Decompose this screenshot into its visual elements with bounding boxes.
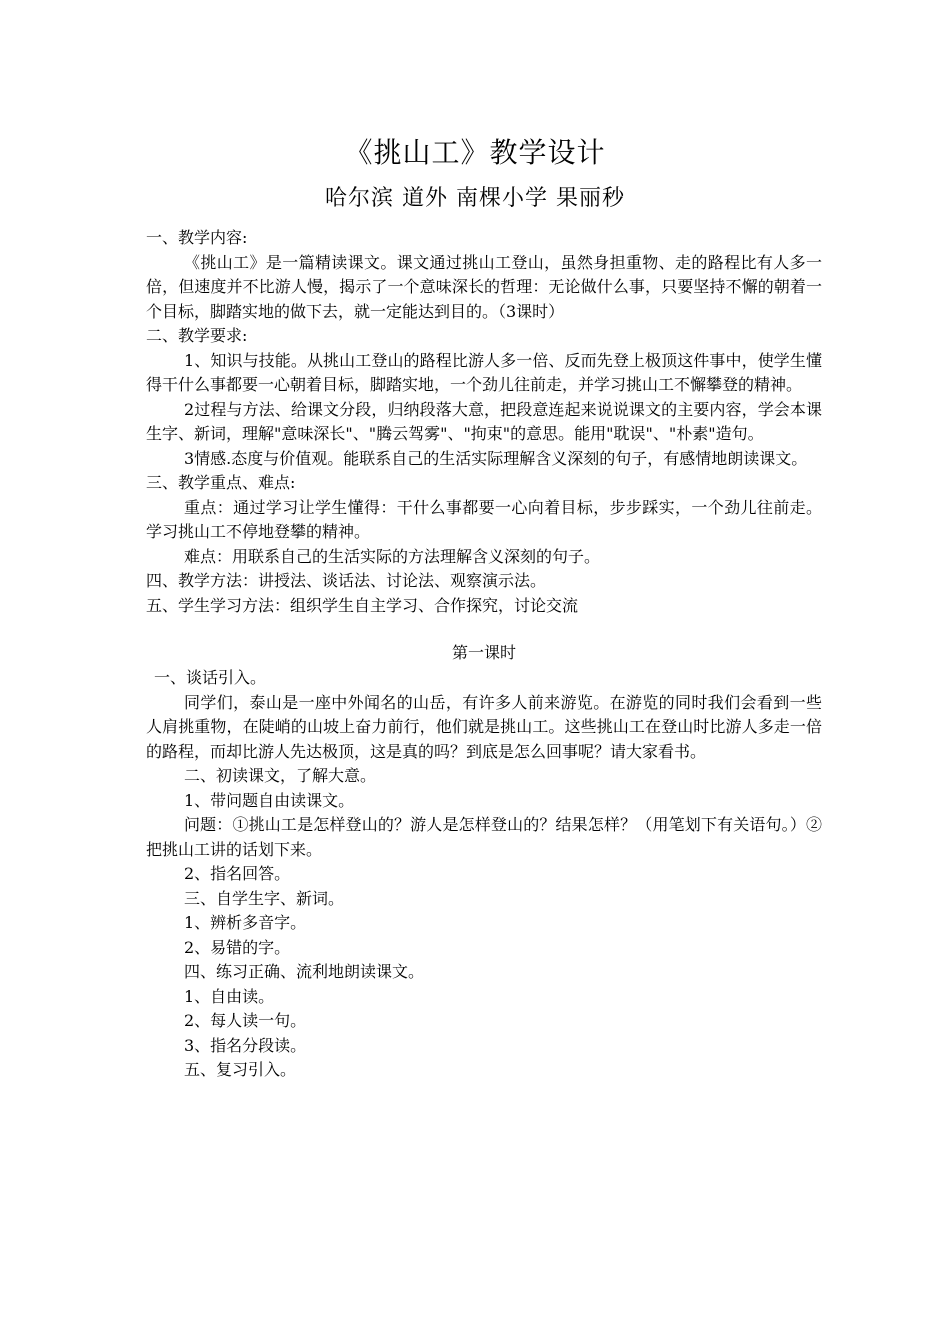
key-point-paragraph: 重点：通过学习让学生懂得：干什么事都要一心向着目标，步步踩实，一个劲儿往前走。学习挑山工不停地登攀的精神。 (146, 497, 822, 541)
lesson-step-5: 五、复习引入。 (184, 1060, 297, 1079)
lesson-step-4-3: 3、指名分段读。 (184, 1035, 307, 1055)
section-heading-requirements: 二、教学要求: (146, 326, 248, 345)
difficulty-paragraph: 难点：用联系自己的生活实际的方法理解含义深刻的句子。 (184, 546, 601, 566)
lesson-step-2-1: 1、带问题自由读课文。 (184, 790, 355, 810)
lesson-step-4-2: 2、每人读一句。 (184, 1011, 307, 1030)
lesson-step-intro-heading: 一、谈话引入。 (154, 668, 267, 687)
teaching-methods-line: 四、教学方法：讲授法、谈话法、讨论法、观察演示法。 (146, 571, 547, 590)
lesson-questions: 问题：①挑山工是怎样登山的？游人是怎样登山的？结果怎样？（用笔划下有关语句。）②把挑山工讲的话划下来。 (146, 815, 822, 859)
lesson-step-2-2: 2、指名回答。 (184, 864, 291, 883)
lesson-step-3-2: 2、易错的字。 (184, 937, 291, 957)
lesson-step-4: 四、练习正确、流利地朗读课文。 (184, 962, 425, 981)
content-paragraph: 《挑山工》是一篇精读课文。课文通过挑山工登山，虽然身担重物、走的路程比有人多一倍，但速度并不比游人慢，揭示了一个意味深长的哲理：无论做什么事，只要坚持不懈的朝着一个目标，脚踏实地的做下去，就一定能达到目的。（3课时） (146, 252, 822, 321)
learning-methods-line: 五、学生学习方法：组织学生自主学习、合作探究，讨论交流 (146, 595, 579, 615)
author-line: 哈尔滨 道外 南棵小学 果丽秒 (325, 186, 625, 211)
lesson-step-2: 二、初读课文，了解大意。 (184, 766, 377, 785)
lesson-step-3-1: 1、辨析多音字。 (184, 913, 307, 932)
lesson-step-3: 三、自学生字、新词。 (184, 888, 345, 908)
requirement-item-1: 1、知识与技能。从挑山工登山的路程比游人多一倍、反而先登上极顶这件事中，使学生懂得干什么事都要一心朝着目标，脚踏实地，一个劲儿往前走，并学习挑山工不懈攀登的精神。 (146, 350, 822, 394)
section-heading-key-points: 三、教学重点、难点: (146, 473, 296, 492)
requirement-item-2: 2过程与方法、给课文分段，归纳段落大意，把段意连起来说说课文的主要内容，学会本课生字、新词，理解"意味深长"、"腾云驾雾"、"拘束"的意思。能用"耽误"、"朴素"造句。 (146, 399, 822, 443)
section-heading-content: 一、教学内容: (146, 228, 248, 247)
lesson-step-4-1: 1、自由读。 (184, 986, 275, 1006)
document-title: 《挑山工》教学设计 (344, 136, 606, 169)
document-body (146, 226, 822, 1083)
lesson-intro-paragraph: 同学们，泰山是一座中外闻名的山岳，有许多人前来游览。在游览的同时我们会看到一些人肩挑重物，在陡峭的山坡上奋力前行，他们就是挑山工。这些挑山工在登山时比游人多走一倍的路程，而却比游人先达极顶，这是真的吗？到底是怎么回事呢？请大家看书。 (146, 692, 822, 761)
requirement-item-3: 3情感.态度与价值观。能联系自己的生活实际理解含义深刻的句子，有感情地朗读课文。 (184, 448, 808, 468)
lesson-heading: 第一课时 (451, 643, 516, 662)
